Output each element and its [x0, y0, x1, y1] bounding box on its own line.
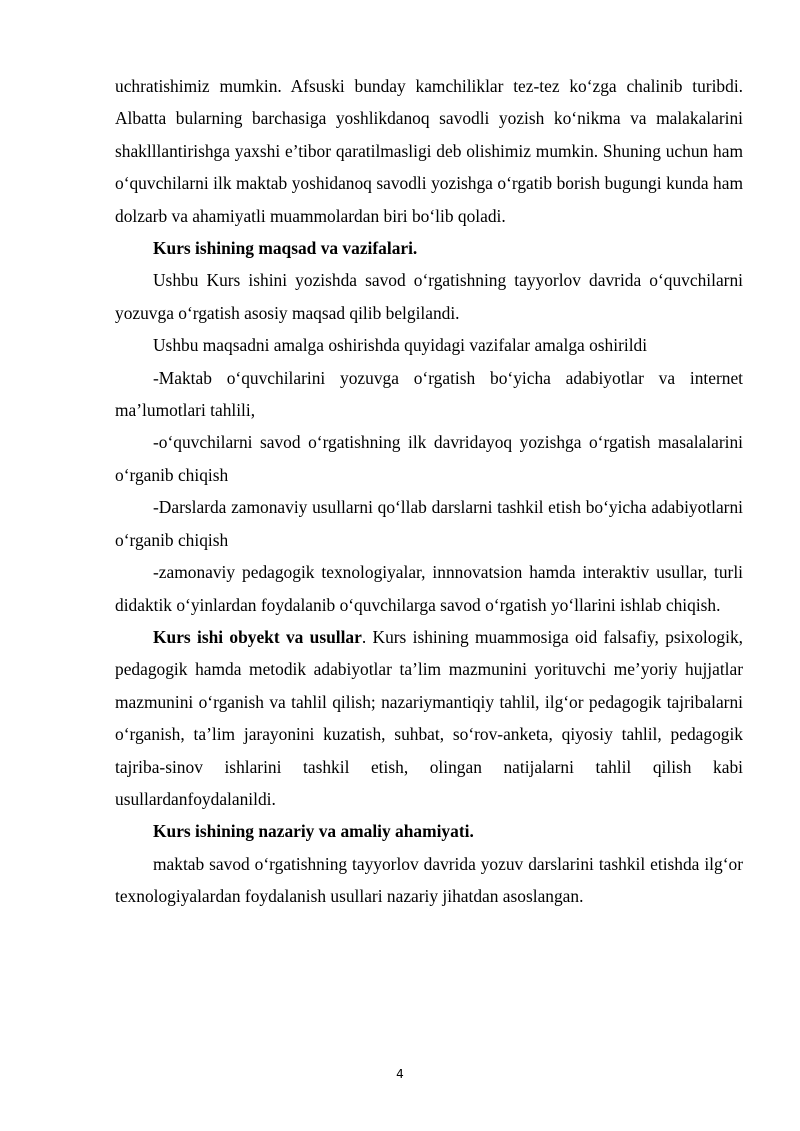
paragraph-main-goal: Ushbu Kurs ishini yozishda savod o‘rgatishning tayyorlov davrida o‘quvchilarni yozuvga o‘rgatish asosiy maqsad qilib belgilandi. — [115, 270, 743, 323]
heading-theoretical-practical-significance: Kurs ishining nazariy va amaliy ahamiyati. — [153, 821, 474, 842]
document-page — [115, 70, 743, 913]
paragraph-object-and-methods-text: . Kurs ishining muammosiga oid falsafiy, psixologik, pedagogik hamda metodik adabiyotlar ta’lim mazmunini yorituvchi me’yoriy hujjatlar mazmunini o‘rganish va tahlil qilish; nazariymantiqiy tahlil, ilg‘or pedagogik tajribalarni o‘rganish, ta’lim jarayonini kuzatish, suhbat, so‘rov-anketa, qiyosiy tahlil, pedagogik tajriba-sinov ishlarini tashkil etish, olingan natijalarni tahlil qilish kabi usullardanfoydalanildi. — [115, 626, 743, 809]
paragraph-object-and-methods — [115, 621, 743, 815]
page-number: 4 — [396, 1067, 404, 1081]
list-item-task-2: -o‘quvchilarni savod o‘rgatishning ilk davridayoq yozishga o‘rgatish masalalarini o‘rganib chiqish — [115, 432, 743, 485]
paragraph-intro-continuation: uchratishimiz mumkin. Afsuski bunday kamchiliklar tez-tez ko‘zga chalinib turibdi. Albatta bularning barchasiga yoshlikdanoq savodli yozish ko‘nikma va malakalarini shaklllantirishga yaxshi e’tibor qaratilmasligi deb olishimiz mumkin. Shuning uchun ham o‘quvchilarni ilk maktab yoshidanoq savodli yozishga o‘rgatib borish bugungi kunda ham dolzarb va ahamiyatli muammolardan biri bo‘lib qoladi. — [115, 76, 743, 226]
list-item-task-4: -zamonaviy pedagogik texnologiyalar, innnovatsion hamda interaktiv usullar, turli didaktik o‘yinlardan foydalanib o‘quvchilarga savod o‘rgatish yo‘llarini ishlab chiqish. — [115, 562, 743, 615]
list-item-task-3: -Darslarda zamonaviy usullarni qo‘llab darslarni tashkil etish bo‘yicha adabiyotlarni o‘rganib chiqish — [115, 497, 743, 550]
heading-object-and-methods: Kurs ishi obyekt va usullar — [153, 626, 362, 647]
heading-goals-and-tasks: Kurs ishining maqsad va vazifalari. — [153, 238, 418, 259]
paragraph-tasks-intro: Ushbu maqsadni amalga oshirishda quyidagi vazifalar amalga oshirildi — [153, 335, 648, 356]
list-item-task-1: -Maktab o‘quvchilarini yozuvga o‘rgatish bo‘yicha adabiyotlar va internet ma’lumotlari tahlili, — [115, 367, 743, 421]
paragraph-significance: maktab savod o‘rgatishning tayyorlov davrida yozuv darslarini tashkil etishda ilg‘or texnologiyalardan foydalanish usullari nazariy jihatdan asoslangan. — [115, 853, 743, 907]
